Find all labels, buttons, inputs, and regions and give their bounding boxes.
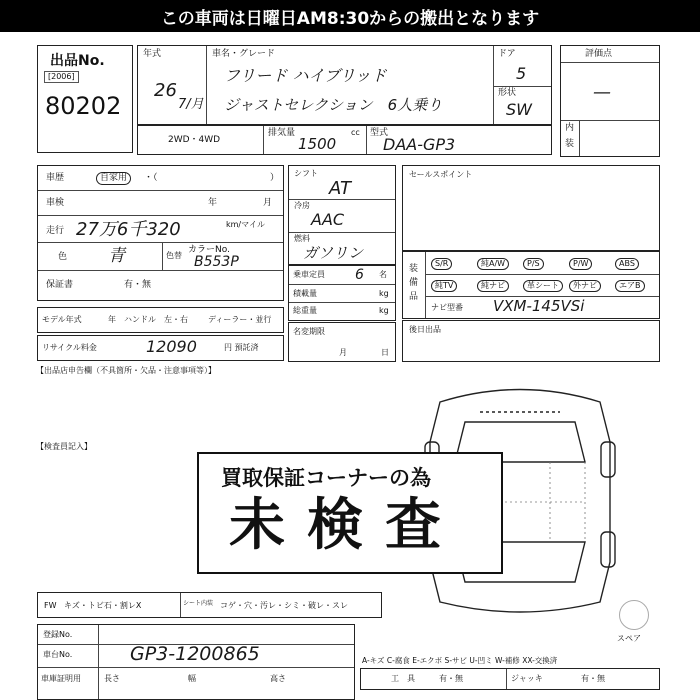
interior-label-2: 装 [565, 139, 575, 149]
equip-item-row2-4: エアB [615, 280, 645, 292]
rename-day: 日 [381, 348, 389, 357]
warranty-value: 有・無 [124, 280, 152, 290]
rating-box [560, 45, 660, 157]
model-year-unit: 年 [108, 315, 116, 324]
door-value: 5 [516, 64, 527, 83]
rating-value: — [593, 82, 611, 103]
equip-item-row2-0: 純TV [431, 280, 457, 292]
tools-label: 工 具 [391, 674, 415, 683]
inspection-year: 年 [208, 198, 218, 208]
ac-value: AAC [311, 210, 345, 229]
equip-item-row1-4: ABS [615, 258, 639, 270]
cc-unit: cc [351, 128, 360, 137]
jack-label: ジャッキ [511, 674, 543, 683]
lot-year: [2006] [44, 71, 79, 83]
shape-value: SW [506, 100, 532, 119]
equip-item-row2-1: 純ナビ [477, 280, 509, 292]
shift-label: シフト [294, 169, 318, 178]
jack-value: 有・無 [581, 674, 605, 683]
rating-label: 評価点 [585, 49, 613, 59]
lot-label: 出品No. [50, 53, 105, 69]
inspection-label: 車検 [46, 198, 65, 208]
drive-label: 2WD・4WD [168, 135, 221, 145]
color-code-label: カラーNo. [188, 245, 230, 255]
dealer-label: ディーラー・並行 [208, 315, 272, 324]
fw-items: キズ・トビ石・割レX [64, 601, 142, 610]
color-label: 色 [58, 252, 68, 262]
not-inspected-stamp [197, 452, 503, 574]
width-label: 幅 [188, 674, 196, 683]
load-label: 積載量 [293, 289, 317, 298]
ac-label: 冷房 [294, 201, 310, 210]
mileage-value: 27万6千320 [76, 219, 181, 240]
door-label: ドア [498, 49, 516, 59]
vehicle-header [137, 45, 552, 125]
length-label: 長さ [104, 674, 120, 683]
cert-label: 車庫証明用 [41, 674, 81, 683]
seat-label: シート内装 [183, 600, 214, 607]
model-value: DAA-GP3 [383, 135, 456, 154]
capacity-value: 6 [355, 267, 364, 283]
car-name: フリード ハイブリッド [224, 66, 387, 85]
history-label: 車歴 [46, 173, 65, 183]
color-change-label: 色替 [166, 251, 182, 260]
equipment-box [402, 251, 660, 319]
navi-label: ナビ型番 [431, 303, 463, 312]
recycle-unit: 円 預託済 [224, 343, 259, 352]
tools-row [360, 668, 660, 690]
history-block [37, 165, 284, 301]
weight-unit: kg [379, 306, 389, 315]
grade-value: ジャストセレクション 6人乗り [224, 96, 443, 114]
sales-point-box [402, 165, 660, 251]
rename-label: 名変期限 [293, 327, 325, 336]
navi-value: VXM-145VSi [493, 297, 585, 315]
equip-item-row2-2: 革シート [523, 280, 563, 292]
weight-label: 総重量 [293, 306, 317, 315]
stamp-line2: 未検査 [229, 493, 463, 558]
later-listing-label: 後日出品 [409, 325, 441, 334]
handle-label: ハンドル 左・右 [124, 315, 188, 324]
fuel-label: 燃料 [294, 234, 310, 243]
model-year-row [37, 307, 284, 333]
history-dot: ・（ [144, 173, 158, 183]
fw-label: FW [44, 601, 57, 610]
equip-item-row1-2: P/S [523, 258, 544, 270]
displacement-label: 排気量 [268, 128, 296, 138]
recycle-value: 12090 [146, 337, 197, 356]
history-close: ） [270, 173, 280, 183]
own-use: 自家用 [96, 172, 131, 185]
fuel-value: ガソリン [303, 244, 364, 262]
equipment-label: 装備品 [409, 264, 419, 302]
lot-number-box [37, 45, 133, 153]
lot-number: 80202 [45, 92, 122, 120]
name-label: 車名・グレード [212, 49, 276, 59]
notice-banner: この車両は日曜日AM8:30からの搬出となります [0, 0, 700, 32]
chassis-value: GP3-1200865 [130, 643, 260, 665]
equip-item-row2-3: 外ナビ [569, 280, 601, 292]
load-unit: kg [379, 289, 389, 298]
year-value: 26 [154, 80, 177, 101]
equip-item-row1-1: 純A/W [477, 258, 509, 270]
capacity-unit: 名 [379, 270, 387, 279]
registration-block [37, 624, 355, 700]
km-unit: km/マイル [226, 220, 265, 229]
stamp-line1: 買取保証コーナーの為 [221, 466, 431, 490]
inspector-label: 【検査員記入】 [36, 442, 92, 451]
month-value: 7/月 [178, 97, 204, 112]
shift-value: AT [329, 178, 351, 199]
mileage-label: 走行 [46, 226, 65, 236]
inspection-month: 月 [263, 198, 273, 208]
recycle-label: リサイクル料金 [42, 343, 97, 352]
color-value: 青 [108, 246, 125, 266]
later-listing-box [402, 320, 660, 362]
equip-item-row1-3: P/W [569, 258, 592, 270]
capacity-label: 乗車定員 [293, 270, 325, 279]
damage-legend: A-キズ C-腐食 E-エクボ S-サビ U-凹ミ W-補修 XX-交換済 [362, 656, 558, 665]
warranty-label: 保証書 [46, 280, 74, 290]
model-label: 型式 [370, 128, 389, 138]
rename-block [288, 322, 396, 362]
fw-row [37, 592, 382, 618]
sales-point-label: セールスポイント [409, 170, 473, 179]
height-label: 高さ [270, 674, 286, 683]
seat-items: コゲ・穴・汚レ・シミ・破レ・スレ [220, 601, 348, 610]
model-year-label: モデル年式 [42, 315, 82, 324]
declaration-label: 【出品店申告欄（不具箇所・欠品・注意事項等）】 [36, 366, 216, 375]
registration-label: 登録No. [43, 630, 73, 639]
rename-month: 月 [339, 348, 347, 357]
spare-label: スペア [617, 634, 641, 643]
shape-label: 形状 [498, 88, 517, 98]
capacity-block [288, 265, 396, 321]
tools-value: 有・無 [439, 674, 463, 683]
chassis-label: 車台No. [43, 650, 73, 659]
recycle-row [37, 335, 284, 361]
equip-item-row1-0: S/R [431, 258, 452, 270]
shift-block [288, 165, 396, 265]
spare-tire-icon [619, 600, 649, 630]
interior-label: 内 [565, 123, 575, 133]
color-code-value: B553P [194, 254, 239, 270]
drive-row [137, 125, 552, 155]
displacement-value: 1500 [298, 135, 337, 153]
year-label: 年式 [143, 49, 162, 59]
